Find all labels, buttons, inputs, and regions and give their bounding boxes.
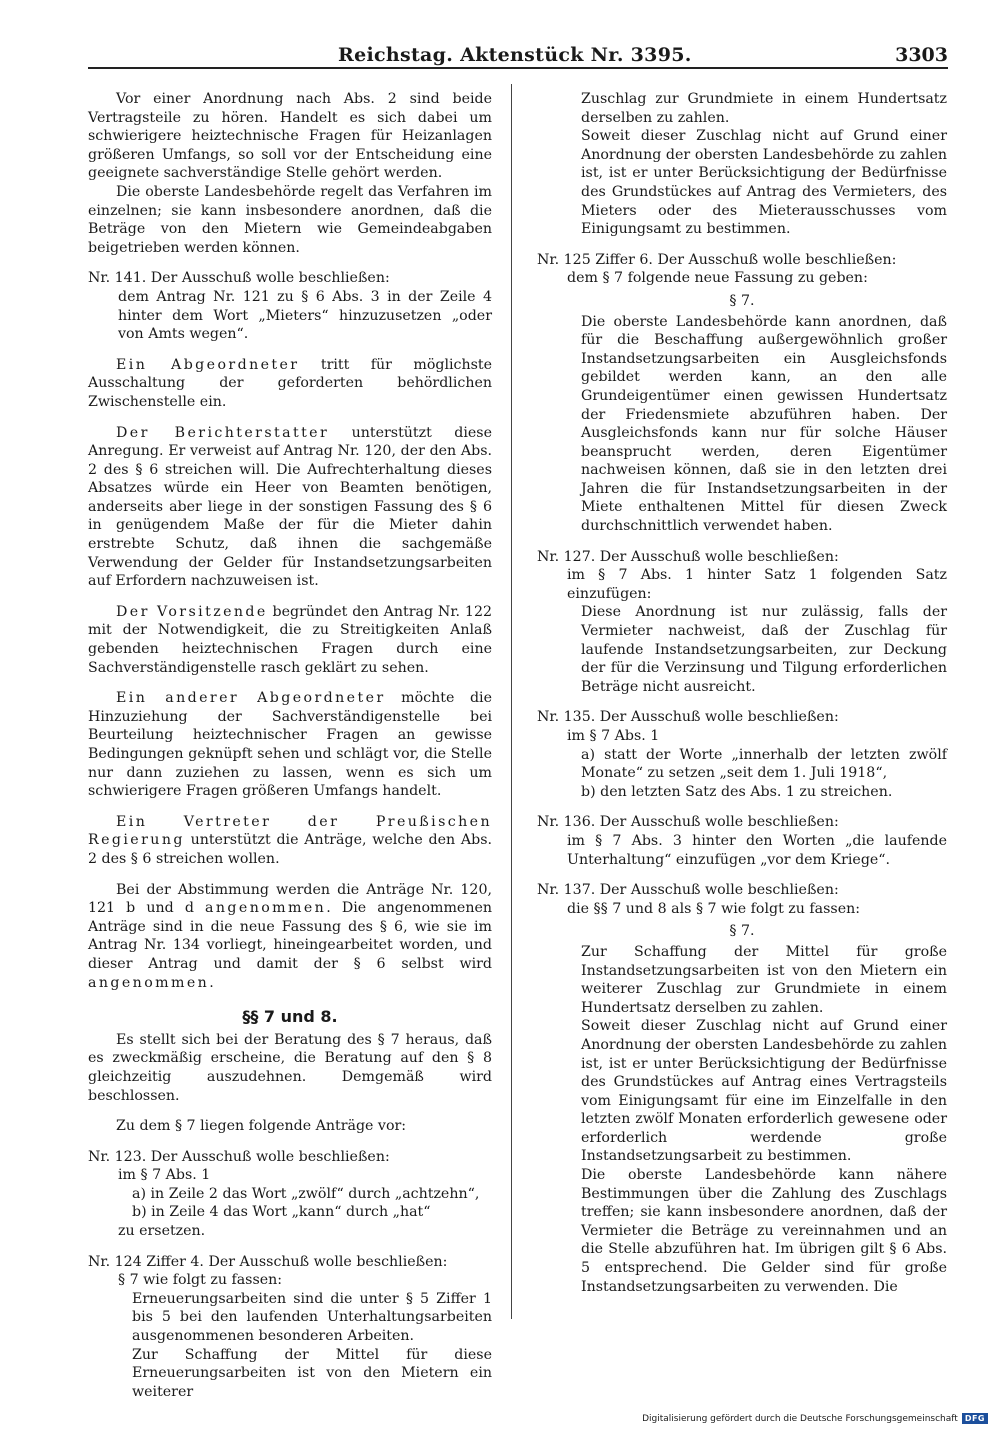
paragraph: Ein anderer Abgeordneter möchte die Hinzuziehung der Sachverständigenstelle bei Beurteilung heiztechnischer Fragen an gewisse Bedingungen geknüpft sehen und schlägt vor, die Stelle nur dann zuziehen zu lassen, wenn es sich um schwierigere Fragen größeren Umfangs handelt. xyxy=(88,690,492,800)
paragraph: Ein Vertreter der Preußischen Regierung unterstützt die Anträge, welche den Abs. 2 des § 6 streichen wollen. xyxy=(88,813,492,867)
motion-item: a) statt der Worte „innerhalb der letzten zwölf Monate“ zu setzen „seit dem 1. Juli 1918“, xyxy=(581,746,947,782)
motion-line: im § 7 Abs. 1 xyxy=(118,1167,211,1184)
motion-body: Die oberste Landesbehörde kann nähere Bestimmungen über die Zahlung des Zuschlags treffen; sie kann insbesondere anordnen, daß der Vermieter die Beträge zu vereinnahmen und an die Stelle abzuführen hat. Im übrigen gilt § 6 Abs. 5 entsprechend. Die Gelder sind für große Instandsetzungsarbeiten zu verwenden. Die xyxy=(581,1167,947,1295)
header-rule xyxy=(88,67,948,69)
motion-line: zu ersetzen. xyxy=(118,1223,206,1240)
motion-line: dem § 7 folgende neue Fassung zu geben: xyxy=(567,270,868,287)
motion-body: Erneuerungsarbeiten sind die unter § 5 Ziffer 1 bis 5 bei den laufenden Unterhaltungsarbeiten ausgenommenen besonderen Arbeiten. xyxy=(132,1290,492,1345)
motion-line: im § 7 Abs. 1 xyxy=(567,728,660,744)
credit-text: Digitalisierung gefördert durch die Deutsche Forschungsgemeinschaft xyxy=(642,1413,958,1424)
motion-heading: Nr. 141. Der Ausschuß wolle beschließen: xyxy=(88,270,390,287)
running-title: Reichstag. Aktenstück Nr. 3395. xyxy=(338,44,692,66)
speaker: Der Berichterstatter xyxy=(116,424,330,441)
digitization-credit xyxy=(642,1413,988,1424)
motion-heading: Nr. 125 Ziffer 6. Der Ausschuß wolle beschließen: xyxy=(537,251,897,268)
motion-body: Die oberste Landesbehörde kann anordnen, daß für die Beschaffung außergewöhnlich großer Instandsetzungsarbeiten ein Ausgleichsfonds gebildet werden kann, an den alle Grundeigentümer einen gewissen Hundertsatz der Friedensmiete abzuführen haben. Der Ausgleichsfonds kann nur für solche Häuser beansprucht werden, deren Eigentümer nachweisen können, daß sie in den letzten drei Jahren die für Instandsetzungsarbeiten in der Miete enthaltenen Mittel für diesen Zweck durchschnittlich verwendet haben. xyxy=(581,313,947,535)
motion-heading: Nr. 135. Der Ausschuß wolle beschließen: xyxy=(537,709,839,726)
motion-line: im § 7 Abs. 1 hinter Satz 1 folgenden Satz einzufügen: xyxy=(567,567,947,602)
motion-heading: Nr. 136. Der Ausschuß wolle beschließen: xyxy=(537,814,839,831)
paragraph: Der Vorsitzende begründet den Antrag Nr. 122 mit der Notwendigkeit, die zu Streitigkeiten Anlaß gebenden heiztechnischen Fragen durch eine Sachverständigenstelle rasch geklärt zu sehen. xyxy=(88,603,492,676)
motion-heading: Nr. 124 Ziffer 4. Der Ausschuß wolle beschließen: xyxy=(88,1253,448,1270)
paragraph-heading: § 7. xyxy=(729,292,755,309)
motion-body: Zur Schaffung der Mittel für große Instandsetzungsarbeiten ist von den Mietern ein weiterer Zuschlag zur Grundmiete in einem Hundertsatz derselben zu zahlen. xyxy=(581,943,947,1016)
paragraph: Zu dem § 7 liegen folgende Anträge vor: xyxy=(116,1118,407,1135)
motion-body: Zur Schaffung der Mittel für diese Erneuerungsarbeiten ist von den Mietern ein weiterer xyxy=(132,1346,492,1400)
speaker: Ein anderer Abgeordneter xyxy=(116,690,386,707)
column-divider xyxy=(511,84,512,1319)
motion-body: Soweit dieser Zuschlag nicht auf Grund einer Anordnung der obersten Landesbehörde zu zahlen ist, ist er unter Berücksichtigung der Bedürfnisse des Grundstückes auf Antrag des Vermieters, des Mieters oder des Mieterausschusses vom Einigungsamt zu bestimmen. xyxy=(581,128,947,238)
paragraph: Bei der Abstimmung werden die Anträge Nr. 120, 121 b und d angenommen. Die angenommenen Anträge sind in die neue Fassung des § 6, wie sie im Antrag Nr. 134 vorliegt, hineingearbeitet worden, und dieser Antrag und damit der § 6 selbst wird angenommen. xyxy=(88,881,492,991)
motion-heading: Nr. 137. Der Ausschuß wolle beschließen: xyxy=(537,882,839,899)
motion-heading: Nr. 123. Der Ausschuß wolle beschließen: xyxy=(88,1148,390,1165)
paragraph: Der Berichterstatter unterstützt diese Anregung. Er verweist auf Antrag Nr. 120, der den Abs. 2 des § 6 streichen will. Die Aufrechterhaltung dieses Absatzes würde ein Heer von Beamten benötigen, anderseits aber liege in der sonstigen Fassung des § 6 in genügendem Maße der für die Mieter dahin erstrebte Schutz, daß ihnen die sachgemäße Verwendung der Gelder für Instandsetzungsarbeiten auf Erfordern nachzuweisen ist. xyxy=(88,424,492,590)
paragraph: Ein Abgeordneter tritt für möglichste Ausschaltung der geforderten behördlichen Zwischenstelle ein. xyxy=(88,356,492,410)
section-heading: §§ 7 und 8. xyxy=(242,1007,338,1027)
motion-item: b) in Zeile 4 das Wort „kann“ durch „hat“ xyxy=(132,1204,431,1221)
paragraph: Vor einer Anordnung nach Abs. 2 sind beide Vertragsteile zu hören. Handelt es sich dabei um schwierigere heiztechnische Fragen für Heizanlagen größeren Umfangs, so soll vor der Entscheidung eine geeignete sachverständige Stelle gehört werden. xyxy=(88,91,492,182)
motion-body: Soweit dieser Zuschlag nicht auf Grund einer Anordnung der obersten Landesbehörde zu zahlen ist, ist er unter Berücksichtigung der Bedürfnisse des Grundstückes auf Antrag eines Vertragsteils vom Einigungsamt für eine im Einzelfalle in den letzten zwölf Monaten erforderlich gewesene oder erforderlich werdende große Instandsetzungsarbeit zu bestimmen. xyxy=(581,1018,947,1165)
page-header xyxy=(88,40,948,70)
left-column xyxy=(88,90,492,1401)
motion-line: die §§ 7 und 8 als § 7 wie folgt zu fassen: xyxy=(567,900,861,917)
paragraph: Es stellt sich bei der Beratung des § 7 heraus, daß es zweckmäßig erscheine, die Beratung auf den § 8 gleichzeitig auszudehnen. Demgemäß wird beschlossen. xyxy=(88,1031,492,1104)
dfg-logo: DFG xyxy=(962,1413,988,1424)
motion-line: § 7 wie folgt zu fassen: xyxy=(118,1272,283,1289)
motion-body: Diese Anordnung ist nur zulässig, falls der Vermieter nachweist, daß der Zuschlag für laufende Instandsetzungsarbeiten, zur Deckung der für die Verzinsung und Tilgung erforderlichen Beträge nicht ausreicht. xyxy=(581,604,947,695)
motion-item: b) den letzten Satz des Abs. 1 zu streichen. xyxy=(581,783,893,800)
motion-body: dem Antrag Nr. 121 zu § 6 Abs. 3 in der Zeile 4 hinter dem Wort „Mieters“ hinzuzusetzen „oder von Amts wegen“. xyxy=(118,288,492,343)
motion-body: im § 7 Abs. 3 hinter den Worten „die laufende Unterhaltung“ einzufügen „vor dem Kriege“. xyxy=(567,832,947,868)
paragraph-heading: § 7. xyxy=(729,923,755,940)
motion-body: Zuschlag zur Grundmiete in einem Hundertsatz derselben zu zahlen. xyxy=(581,91,947,126)
speaker: Der Vorsitzende xyxy=(116,603,268,620)
speaker: Ein Abgeordneter xyxy=(116,356,300,373)
right-column xyxy=(537,90,947,1296)
motion-item: a) in Zeile 2 das Wort „zwölf“ durch „achtzehn“, xyxy=(132,1185,480,1202)
motion-heading: Nr. 127. Der Ausschuß wolle beschließen: xyxy=(537,548,839,565)
page-number: 3303 xyxy=(895,44,948,66)
speaker: Ein Vertreter der Preußischen Regierung xyxy=(88,813,492,849)
paragraph: Die oberste Landesbehörde regelt das Verfahren im einzelnen; sie kann insbesondere anordnen, daß die Beträge von den Mietern wie Gemeindeabgaben beigetrieben werden können. xyxy=(88,183,492,256)
